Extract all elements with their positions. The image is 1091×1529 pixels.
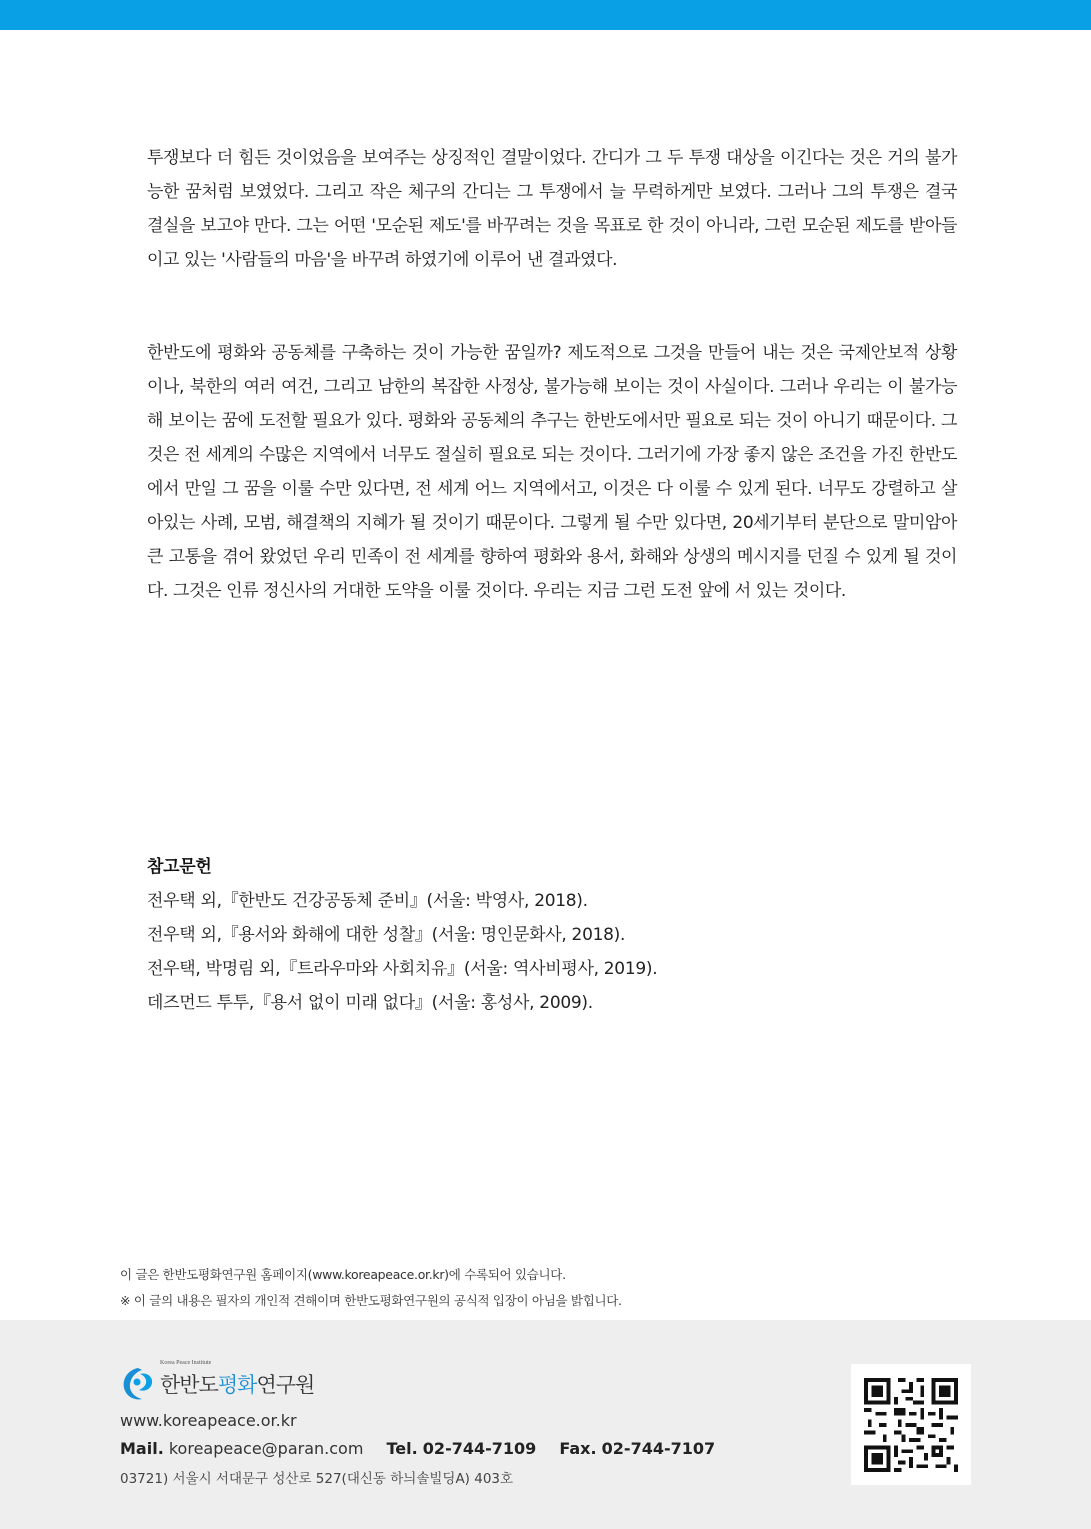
qr-code-icon xyxy=(864,1378,958,1472)
notes-section xyxy=(120,1262,622,1314)
references-title: 참고문헌 xyxy=(147,857,212,877)
top-accent-bar xyxy=(0,0,1091,30)
reference-item: 전우택, 박명림 외,『트라우마와 사회치유』(서울: 역사비평사, 2019). xyxy=(147,959,658,979)
reference-item: 데즈먼드 투투,『용서 없이 미래 없다』(서울: 홍성사, 2009). xyxy=(147,993,593,1013)
mail-label: Mail. xyxy=(120,1439,164,1458)
body-paragraph-1: 투쟁보다 더 힘든 것이었음을 보여주는 상징적인 결말이었다. 간디가 그 두 투쟁 대상을 이긴다는 것은 거의 불가능한 꿈처럼 보였었다. 그리고 작은 체구의 간디는 그 투쟁에서 늘 무력하게만 보였다. 그러나 그의 투쟁은 결국 결실을 보고야 만다. 그는 어떤 '모순된 제도'를 바꾸려는 것을 목표로 한 것이 아니라, 그런 모순된 제도를 받아들이고 있는 '사람들의 마음'을 바꾸려 하였기에 이루어 낸 결과였다. xyxy=(147,148,957,270)
logo-english-name: Korea Peace Institute xyxy=(160,1360,212,1366)
institute-logo xyxy=(120,1360,315,1402)
logo-korean-name: 한반도평화연구원 xyxy=(160,1373,315,1397)
source-note: 이 글은 한반도평화연구원 홈페이지(www.koreapeace.or.kr)에 수록되어 있습니다. xyxy=(120,1267,566,1282)
reference-item: 전우택 외,『용서와 화해에 대한 성찰』(서울: 명인문화사, 2018). xyxy=(147,925,626,945)
reference-item: 전우택 외,『한반도 건강공동체 준비』(서울: 박영사, 2018). xyxy=(147,891,588,911)
body-paragraph-2: 한반도에 평화와 공동체를 구축하는 것이 가능한 꿈일까? 제도적으로 그것을 만들어 내는 것은 국제안보적 상황이나, 북한의 여러 여건, 그리고 남한의 복잡한 사정상, 불가능해 보이는 것이 사실이다. 그러나 우리는 이 불가능해 보이는 꿈에 도전할 필요가 있다. 평화와 공동체의 추구는 한반도에서만 필요로 되는 것이 아니기 때문이다. 그것은 전 세계의 수많은 지역에서 너무도 절실히 필요로 되는 것이다. 그러기에 가장 좋지 않은 조건을 가진 한반도에서 만일 그 꿈을 이룰 수만 있다면, 전 세계 어느 지역에서고, 이것은 다 이룰 수 있게 된다. 너무도 강렬하고 살아있는 사례, 모범, 해결책의 지혜가 될 것이기 때문이다. 그렇게 될 수만 있다면, 20세기부터 분단으로 말미암아 큰 고통을 겪어 왔었던 우리 민족이 전 세계를 향하여 평화와 용서, 화해와 상생의 메시지를 던질 수 있게 될 것이다. 그것은 인류 정신사의 거대한 도약을 이룰 것이다. 우리는 지금 그런 도전 앞에 서 있는 것이다. xyxy=(147,343,957,601)
disclaimer-note: ※ 이 글의 내용은 필자의 개인적 견해이며 한반도평화연구원의 공식적 입장이 아님을 밝힙니다. xyxy=(120,1293,622,1308)
fax-value: 02-744-7107 xyxy=(601,1439,716,1458)
contact-line xyxy=(120,1439,715,1458)
qr-code-box xyxy=(851,1364,971,1485)
postal-address: 03721) 서울시 서대문구 성산로 527(대신동 하늬솔빌딩A) 403호 xyxy=(120,1471,514,1487)
tel-label: Tel. xyxy=(386,1439,418,1458)
tel-value: 02-744-7109 xyxy=(422,1439,537,1458)
references-section xyxy=(147,850,947,1020)
website-url[interactable]: www.koreapeace.or.kr xyxy=(120,1411,297,1430)
footer xyxy=(0,1320,1091,1529)
mail-value[interactable]: koreapeace@paran.com xyxy=(168,1439,364,1458)
fax-label: Fax. xyxy=(559,1439,597,1458)
dove-logo-icon xyxy=(120,1366,156,1402)
